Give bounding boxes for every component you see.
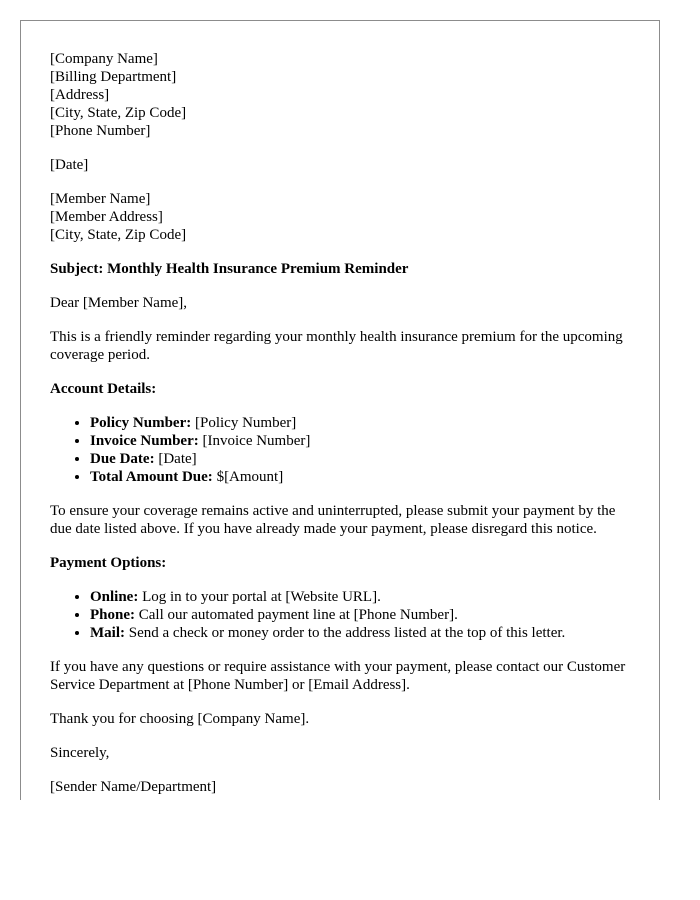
payment-options-heading: Payment Options: — [50, 555, 167, 571]
recipient-name: [Member Name] — [50, 191, 151, 207]
thanks-line: Thank you for choosing [Company Name]. — [50, 711, 310, 727]
list-item — [90, 432, 636, 450]
account-details-heading: Account Details: — [50, 381, 157, 397]
sender-phone: [Phone Number] — [50, 123, 151, 139]
sender-company: [Company Name] — [50, 51, 158, 67]
list-item — [90, 588, 636, 606]
payment-options-list — [50, 588, 636, 642]
subject-line — [50, 260, 636, 278]
item-label: Policy Number: — [90, 415, 192, 431]
list-item — [90, 414, 636, 432]
item-value: [Date] — [154, 451, 197, 467]
list-item — [90, 606, 636, 624]
item-value: Call our automated payment line at [Phone Number]. — [135, 607, 458, 623]
sender-department: [Billing Department] — [50, 69, 177, 85]
closing-line: Sincerely, — [50, 745, 110, 761]
item-label: Online: — [90, 589, 139, 605]
item-label: Total Amount Due: — [90, 469, 213, 485]
item-label: Phone: — [90, 607, 135, 623]
letter-page — [20, 20, 660, 800]
item-value: Send a check or money order to the address listed at the top of this letter. — [125, 625, 566, 641]
subject-text: Subject: Monthly Health Insurance Premium Reminder — [50, 261, 409, 277]
item-label: Invoice Number: — [90, 433, 199, 449]
list-item — [90, 450, 636, 468]
item-value: $[Amount] — [212, 469, 284, 485]
sender-block — [50, 50, 636, 140]
recipient-address: [Member Address] — [50, 209, 163, 225]
list-item — [90, 624, 636, 642]
coverage-paragraph: To ensure your coverage remains active and uninterrupted, please submit your payment by the due date listed above. If you have already made your payment, please disregard this notice. — [50, 503, 616, 537]
sender-city-state-zip: [City, State, Zip Code] — [50, 105, 187, 121]
questions-paragraph: If you have any questions or require assistance with your payment, please contact our Customer Service Department at [Phone Number] or [Email Address]. — [50, 659, 626, 693]
item-label: Mail: — [90, 625, 125, 641]
item-value: [Invoice Number] — [198, 433, 311, 449]
letter-content — [50, 50, 636, 800]
letter-date: [Date] — [50, 157, 89, 173]
salutation: Dear [Member Name], — [50, 295, 188, 311]
intro-paragraph: This is a friendly reminder regarding your monthly health insurance premium for the upcoming coverage period. — [50, 329, 623, 363]
item-value: Log in to your portal at [Website URL]. — [138, 589, 381, 605]
recipient-city-state-zip: [City, State, Zip Code] — [50, 227, 187, 243]
item-value: [Policy Number] — [191, 415, 297, 431]
sender-address: [Address] — [50, 87, 110, 103]
account-details-list — [50, 414, 636, 486]
signature-line: [Sender Name/Department] — [50, 779, 217, 795]
item-label: Due Date: — [90, 451, 155, 467]
recipient-block — [50, 190, 636, 244]
list-item — [90, 468, 636, 486]
